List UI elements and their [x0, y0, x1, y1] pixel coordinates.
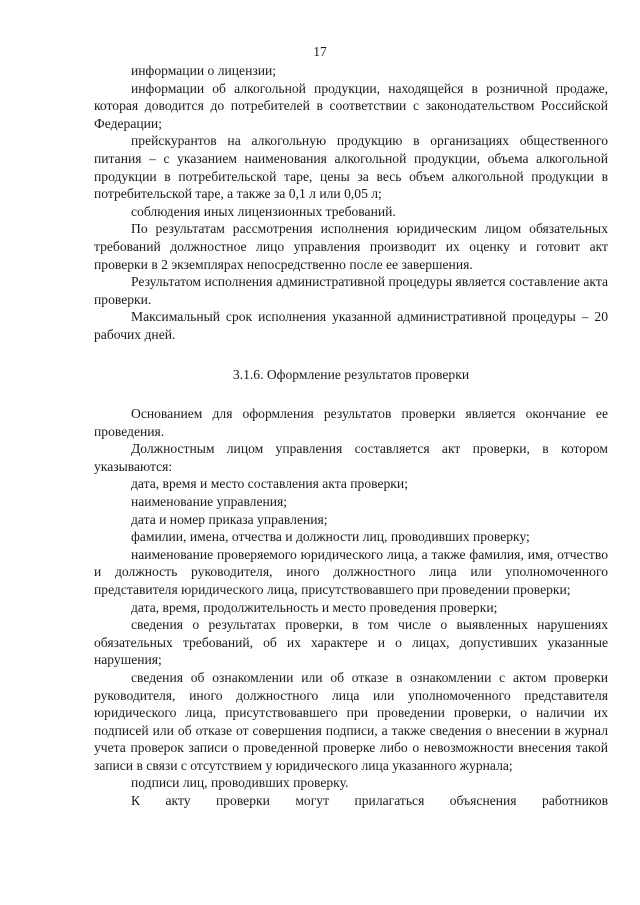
text-block-bottom: [94, 405, 608, 810]
paragraph: Основанием для оформления результатов проверки является окончание ее проведения.: [94, 406, 608, 439]
text-block-top: [94, 62, 608, 344]
paragraph: подписи лиц, проводивших проверку.: [131, 775, 349, 791]
paragraph: дата, время и место составления акта проверки;: [131, 476, 408, 492]
paragraph: фамилии, имена, отчества и должности лиц, проводивших проверку;: [131, 529, 530, 545]
paragraph: сведения об ознакомлении или об отказе в ознакомлении с актом проверки руководителя, иного должностного лица или уполномоченного представителя юридического лица, присутствовавшего при проведении проверки, о наличии их подписей или об отказе от совершения подписи, а также сведения о внесении в журнал учета проверок записи о проведенной проверке либо о невозможности внесения такой записи в связи с отсутствием у юридического лица указанного журнала;: [94, 669, 608, 773]
paragraph: информации о лицензии;: [131, 63, 277, 78]
page-number: 17: [313, 44, 327, 59]
paragraph: дата, время, продолжительность и место проведения проверки;: [131, 599, 498, 615]
paragraph: Максимальный срок исполнения указанной административной процедуры – 20 рабочих дней.: [94, 309, 608, 342]
paragraph: наименование проверяемого юридического лица, а также фамилия, имя, отчество и должность руководителя, иного должностного лица или уполномоченного представителя юридического лица, присутствовавшего при проведении проверки;: [94, 546, 608, 597]
paragraph: дата и номер приказа управления;: [131, 511, 328, 527]
paragraph: К акту проверки могут прилагаться объяснения работников: [131, 793, 608, 809]
section-heading-block: [94, 366, 608, 384]
paragraph: информации об алкогольной продукции, находящейся в розничной продаже, которая доводится до потребителей в соответствии с законодательством Российской Федерации;: [94, 80, 608, 131]
paragraph: По результатам рассмотрения исполнения юридическим лицом обязательных требований должностное лицо управления производит их оценку и готовит акт проверки в 2 экземплярах непосредственно после ее завершения.: [94, 221, 608, 272]
section-heading: 3.1.6. Оформление результатов проверки: [232, 367, 470, 382]
paragraph: Должностным лицом управления составляется акт проверки, в котором указываются:: [94, 441, 608, 474]
paragraph: сведения о результатах проверки, в том числе о выявленных нарушениях обязательных требований, об их характере и о лицах, допустивших указанные нарушения;: [94, 617, 608, 668]
paragraph: соблюдения иных лицензионных требований.: [131, 203, 396, 219]
paragraph: прейскурантов на алкогольную продукцию в организациях общественного питания – с указанием наименования алкогольной продукции, объема алкогольной продукции в потребительской таре, цены за весь объем алкогольной продукции в потребительской таре, а также за 0,1 л или 0,05 л;: [94, 133, 608, 202]
paragraph: Результатом исполнения административной процедуры является составление акта проверки.: [94, 274, 608, 307]
paragraph: наименование управления;: [131, 493, 288, 509]
